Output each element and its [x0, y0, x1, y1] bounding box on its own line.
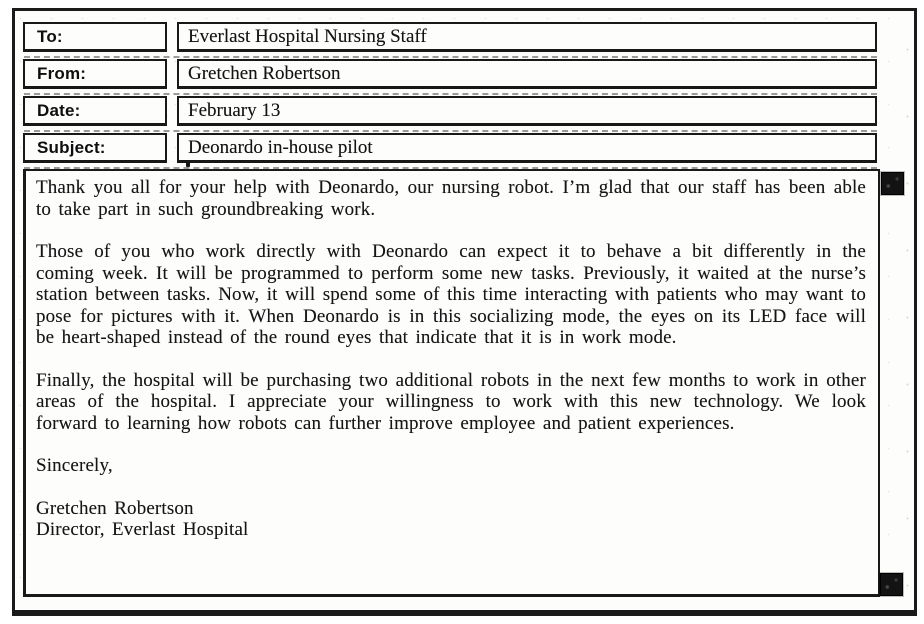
to-field-row [23, 22, 877, 52]
signature-name: Gretchen Robertson [36, 497, 194, 519]
to-field-value-box[interactable] [177, 22, 877, 52]
subject-field-row [23, 133, 877, 163]
to-field-value: Everlast Hospital Nursing Staff [188, 26, 427, 47]
scroll-up-button[interactable] [881, 172, 904, 195]
subject-field-label-box [23, 133, 167, 163]
to-field-label: To: [37, 27, 63, 46]
date-field-row [23, 96, 877, 126]
body-paragraph-3: Finally, the hospital will be purchasing two additional robots in the next few months to work in other areas of the hospital. I appreciate your willingness to work with this new technology. We look forward to learning how robots can further improve employee and patient experiences. [36, 369, 866, 434]
date-field-label: Date: [37, 101, 81, 120]
date-field-label-box [23, 96, 167, 126]
ink-speck [186, 162, 190, 167]
date-field-value: February 13 [188, 100, 281, 121]
memo-body-text-area[interactable] [23, 169, 880, 597]
from-field-value: Gretchen Robertson [188, 63, 341, 84]
body-paragraph-1: Thank you all for your help with Deonardo, our nursing robot. I’m glad that our staff has been able to take part in such groundbreaking work. [36, 177, 866, 220]
from-field-value-box[interactable] [177, 59, 877, 89]
from-field-row [23, 59, 877, 89]
from-field-label: From: [37, 64, 87, 83]
memo-sheet [12, 8, 917, 616]
date-field-value-box[interactable] [177, 96, 877, 126]
body-paragraph-2: Those of you who work directly with Deonardo can expect it to behave a bit differently in the coming week. It will be programmed to perform some new tasks. Previously, it waited at the nurse’s station between tasks. Now, it will spend some of this time interacting with patients who may want to pose for pictures with it. When Deonardo is in this socializing mode, the eyes on its LED face will be heart-shaped instead of the round eyes that indicate that it is in work mode. [36, 241, 866, 348]
subject-field-label: Subject: [37, 138, 106, 157]
scroll-down-button[interactable] [880, 573, 903, 596]
subject-field-value: Deonardo in-house pilot [188, 137, 373, 158]
subject-field-value-box[interactable] [177, 133, 877, 163]
to-field-label-box [23, 22, 167, 52]
from-field-label-box [23, 59, 167, 89]
closing-line: Sincerely, [36, 455, 113, 476]
signature-title: Director, Everlast Hospital [36, 519, 249, 540]
